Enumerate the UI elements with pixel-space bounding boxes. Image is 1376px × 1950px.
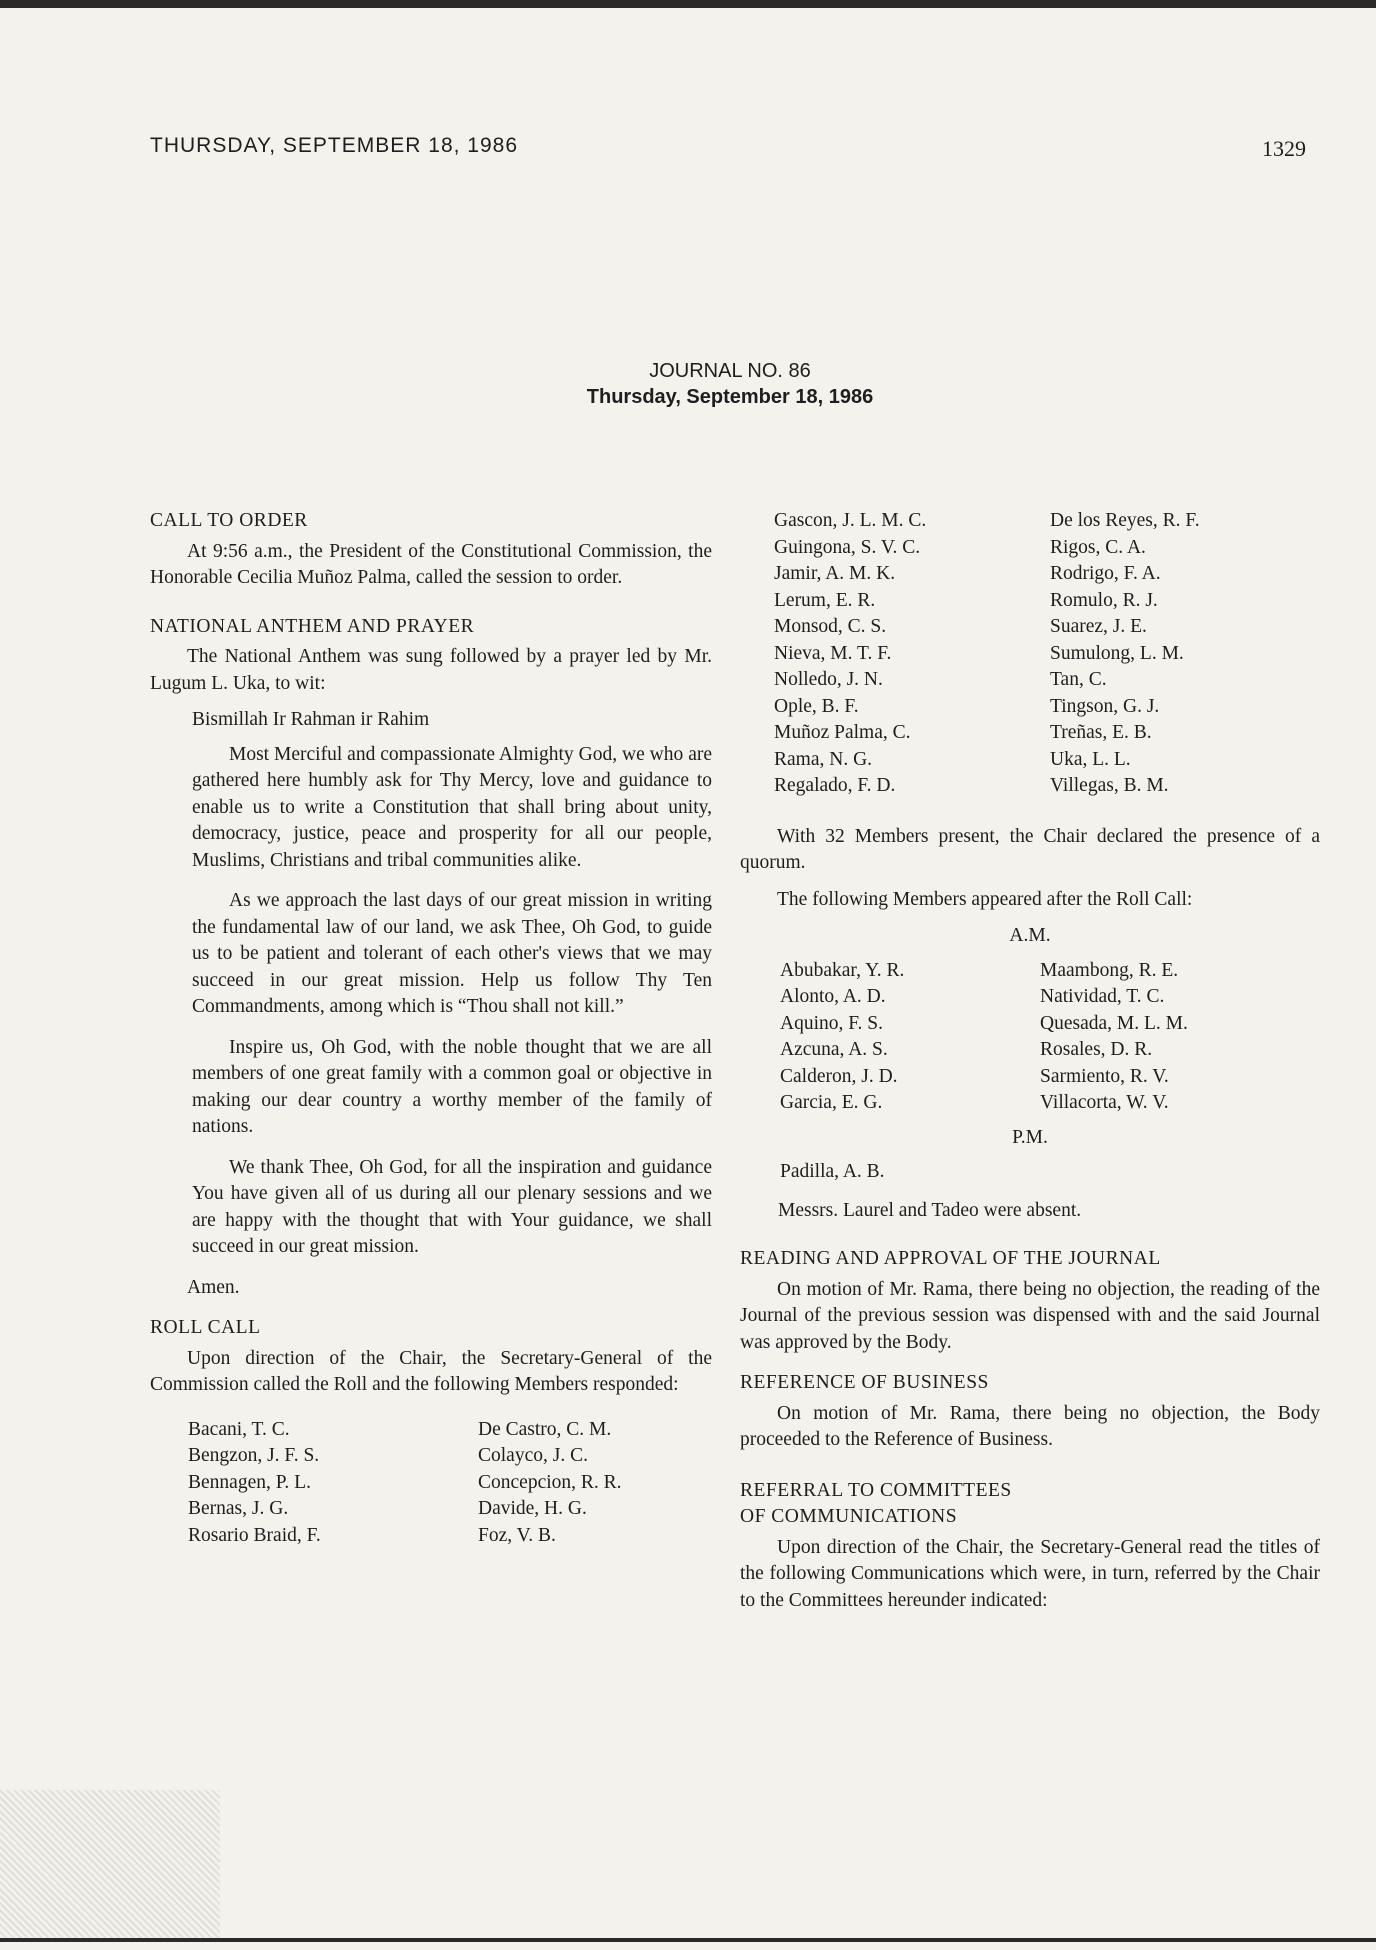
member-name: Nieva, M. T. F. [774, 642, 892, 664]
member-name: Treñas, E. B. [1050, 722, 1152, 743]
member-name: Abubakar, Y. R. [780, 959, 905, 981]
member-name: Quesada, M. L. M. [1040, 1012, 1188, 1034]
member-name: Natividad, T. C. [1040, 986, 1165, 1007]
reference-heading: REFERENCE OF BUSINESS [740, 1372, 989, 1393]
member-name: Alonto, A. D. [780, 986, 886, 1007]
bottom-border-rule [0, 1938, 1376, 1942]
left-column [150, 508, 712, 1567]
referral-heading [740, 1478, 1320, 1531]
prayer-closing: Amen. [187, 1276, 240, 1298]
reading-heading: READING AND APPROVAL OF THE JOURNAL [740, 1248, 1161, 1269]
top-border-rule [0, 0, 1376, 8]
member-name: Suarez, J. E. [1050, 616, 1147, 637]
member-name: Bernas, J. G. [188, 1498, 289, 1519]
member-name: Bennagen, P. L. [188, 1471, 311, 1493]
absent-text: Messrs. Laurel and Tadeo were absent. [778, 1199, 1082, 1221]
member-name: Garcia, E. G. [780, 1092, 883, 1113]
member-name: Villacorta, W. V. [1040, 1092, 1169, 1113]
late-members-text: The following Members appeared after the Roll Call: [777, 888, 1193, 910]
journal-number: JOURNAL NO. 86 [649, 360, 811, 382]
pm-member-name: Padilla, A. B. [780, 1161, 885, 1182]
anthem-heading: NATIONAL ANTHEM AND PRAYER [150, 615, 475, 637]
prayer-paragraph: Most Merciful and compassionate Almighty God, we who are gathered here humbly ask for Thy Mercy, love and guidance to enable us to write a Constitution that shall bring about unity, democracy, justice, peace and prosperity for all our people, Muslims, Christians and tribal communities alike. [192, 743, 712, 871]
member-name: Lerum, E. R. [774, 589, 876, 611]
roll-call-names-left [150, 1417, 712, 1550]
member-name: Nolledo, J. N. [774, 669, 883, 690]
roll-call-names-right [740, 508, 1320, 800]
prayer-body [150, 742, 712, 1302]
referral-heading-line: REFERRAL TO COMMITTEES [740, 1479, 1012, 1501]
page-number: 1329 [1262, 136, 1306, 161]
member-name: Tingson, G. J. [1050, 695, 1160, 717]
member-name: Bacani, T. C. [188, 1418, 290, 1440]
member-name: Davide, H. G. [478, 1498, 587, 1519]
member-name: Jamir, A. M. K. [774, 563, 896, 584]
member-name: Romulo, R. J. [1050, 589, 1158, 611]
member-name: Uka, L. L. [1050, 748, 1131, 770]
right-column [740, 508, 1320, 1628]
member-name: Bengzon, J. F. S. [188, 1445, 320, 1466]
prayer-paragraph: Inspire us, Oh God, with the noble thought that we are all members of one great family with a common goal or objective in making our dear country a worthy member of the family of nations. [192, 1036, 712, 1137]
journal-title-block [0, 358, 1376, 410]
member-name: Colayco, J. C. [478, 1445, 588, 1466]
member-name: Gascon, J. L. M. C. [774, 510, 927, 531]
reading-text: On motion of Mr. Rama, there being no objection, the reading of the Journal of the previous session was dispensed with and the said Journal was approved by the Body. [740, 1278, 1320, 1353]
referral-text: Upon direction of the Chair, the Secretary-General read the titles of the following Communications which were, in turn, referred by the Chair to the Committees hereunder indicated: [740, 1536, 1320, 1611]
call-to-order-text: At 9:56 a.m., the President of the Constitutional Commission, the Honorable Cecilia Muñoz Palma, called the session to order. [150, 540, 712, 588]
roll-call-text: Upon direction of the Chair, the Secretary-General of the Commission called the Roll and the following Members responded: [150, 1347, 712, 1395]
prayer-paragraph: As we approach the last days of our great mission in writing the fundamental law of our land, we ask Thee, Oh God, to guide us to be patient and tolerant of each other's views that we may succeed in our great mission. Help us follow Thy Ten Commandments, among which is “Thou shall not kill.” [192, 890, 712, 1017]
reference-text: On motion of Mr. Rama, there being no objection, the Body proceeded to the Reference of Business. [740, 1402, 1320, 1450]
scan-artifact [0, 1790, 220, 1940]
anthem-intro: The National Anthem was sung followed by a prayer led by Mr. Lugum L. Uka, to wit: [150, 646, 712, 694]
member-name: Rigos, C. A. [1050, 536, 1146, 558]
member-name: Azcuna, A. S. [780, 1039, 888, 1060]
quorum-text: With 32 Members present, the Chair declared the presence of a quorum. [740, 825, 1320, 873]
member-name: Muñoz Palma, C. [774, 722, 911, 743]
journal-date: Thursday, September 18, 1986 [586, 386, 874, 408]
referral-heading-line: OF COMMUNICATIONS [740, 1506, 958, 1527]
member-name: Foz, V. B. [478, 1524, 556, 1546]
member-name: Regalado, F. D. [774, 775, 896, 796]
member-name: Guingona, S. V. C. [774, 536, 921, 558]
member-name: Rodrigo, F. A. [1050, 563, 1161, 584]
member-name: Concepcion, R. R. [478, 1471, 622, 1493]
member-name: Rosales, D. R. [1040, 1039, 1153, 1060]
member-name: Aquino, F. S. [780, 1012, 884, 1034]
member-name: Tan, C. [1050, 669, 1107, 690]
member-name: De los Reyes, R. F. [1050, 510, 1200, 531]
prayer-opening: Bismillah Ir Rahman ir Rahim [192, 709, 430, 730]
member-name: Ople, B. F. [774, 695, 859, 717]
member-name: Sarmiento, R. V. [1040, 1065, 1169, 1087]
roll-call-heading: ROLL CALL [150, 1317, 261, 1338]
member-name: Rama, N. G. [774, 748, 873, 770]
call-to-order-heading: CALL TO ORDER [150, 510, 308, 531]
running-header-date: THURSDAY, SEPTEMBER 18, 1986 [150, 134, 519, 157]
member-name: Sumulong, L. M. [1050, 642, 1184, 664]
member-name: Calderon, J. D. [780, 1065, 898, 1087]
am-member-names [740, 958, 1320, 1117]
member-name: Monsod, C. S. [774, 616, 887, 637]
member-name: Rosario Braid, F. [188, 1524, 321, 1546]
am-label: A.M. [1009, 925, 1051, 946]
member-name: Maambong, R. E. [1040, 959, 1179, 981]
prayer-paragraph: We thank Thee, Oh God, for all the inspiration and guidance You have given all of us during all our plenary sessions and we are happy with the thought that with Your guidance, we shall succeed in our great mission. [192, 1156, 712, 1257]
pm-label: P.M. [1012, 1126, 1048, 1148]
member-name: Villegas, B. M. [1050, 775, 1169, 796]
member-name: De Castro, C. M. [478, 1418, 612, 1440]
